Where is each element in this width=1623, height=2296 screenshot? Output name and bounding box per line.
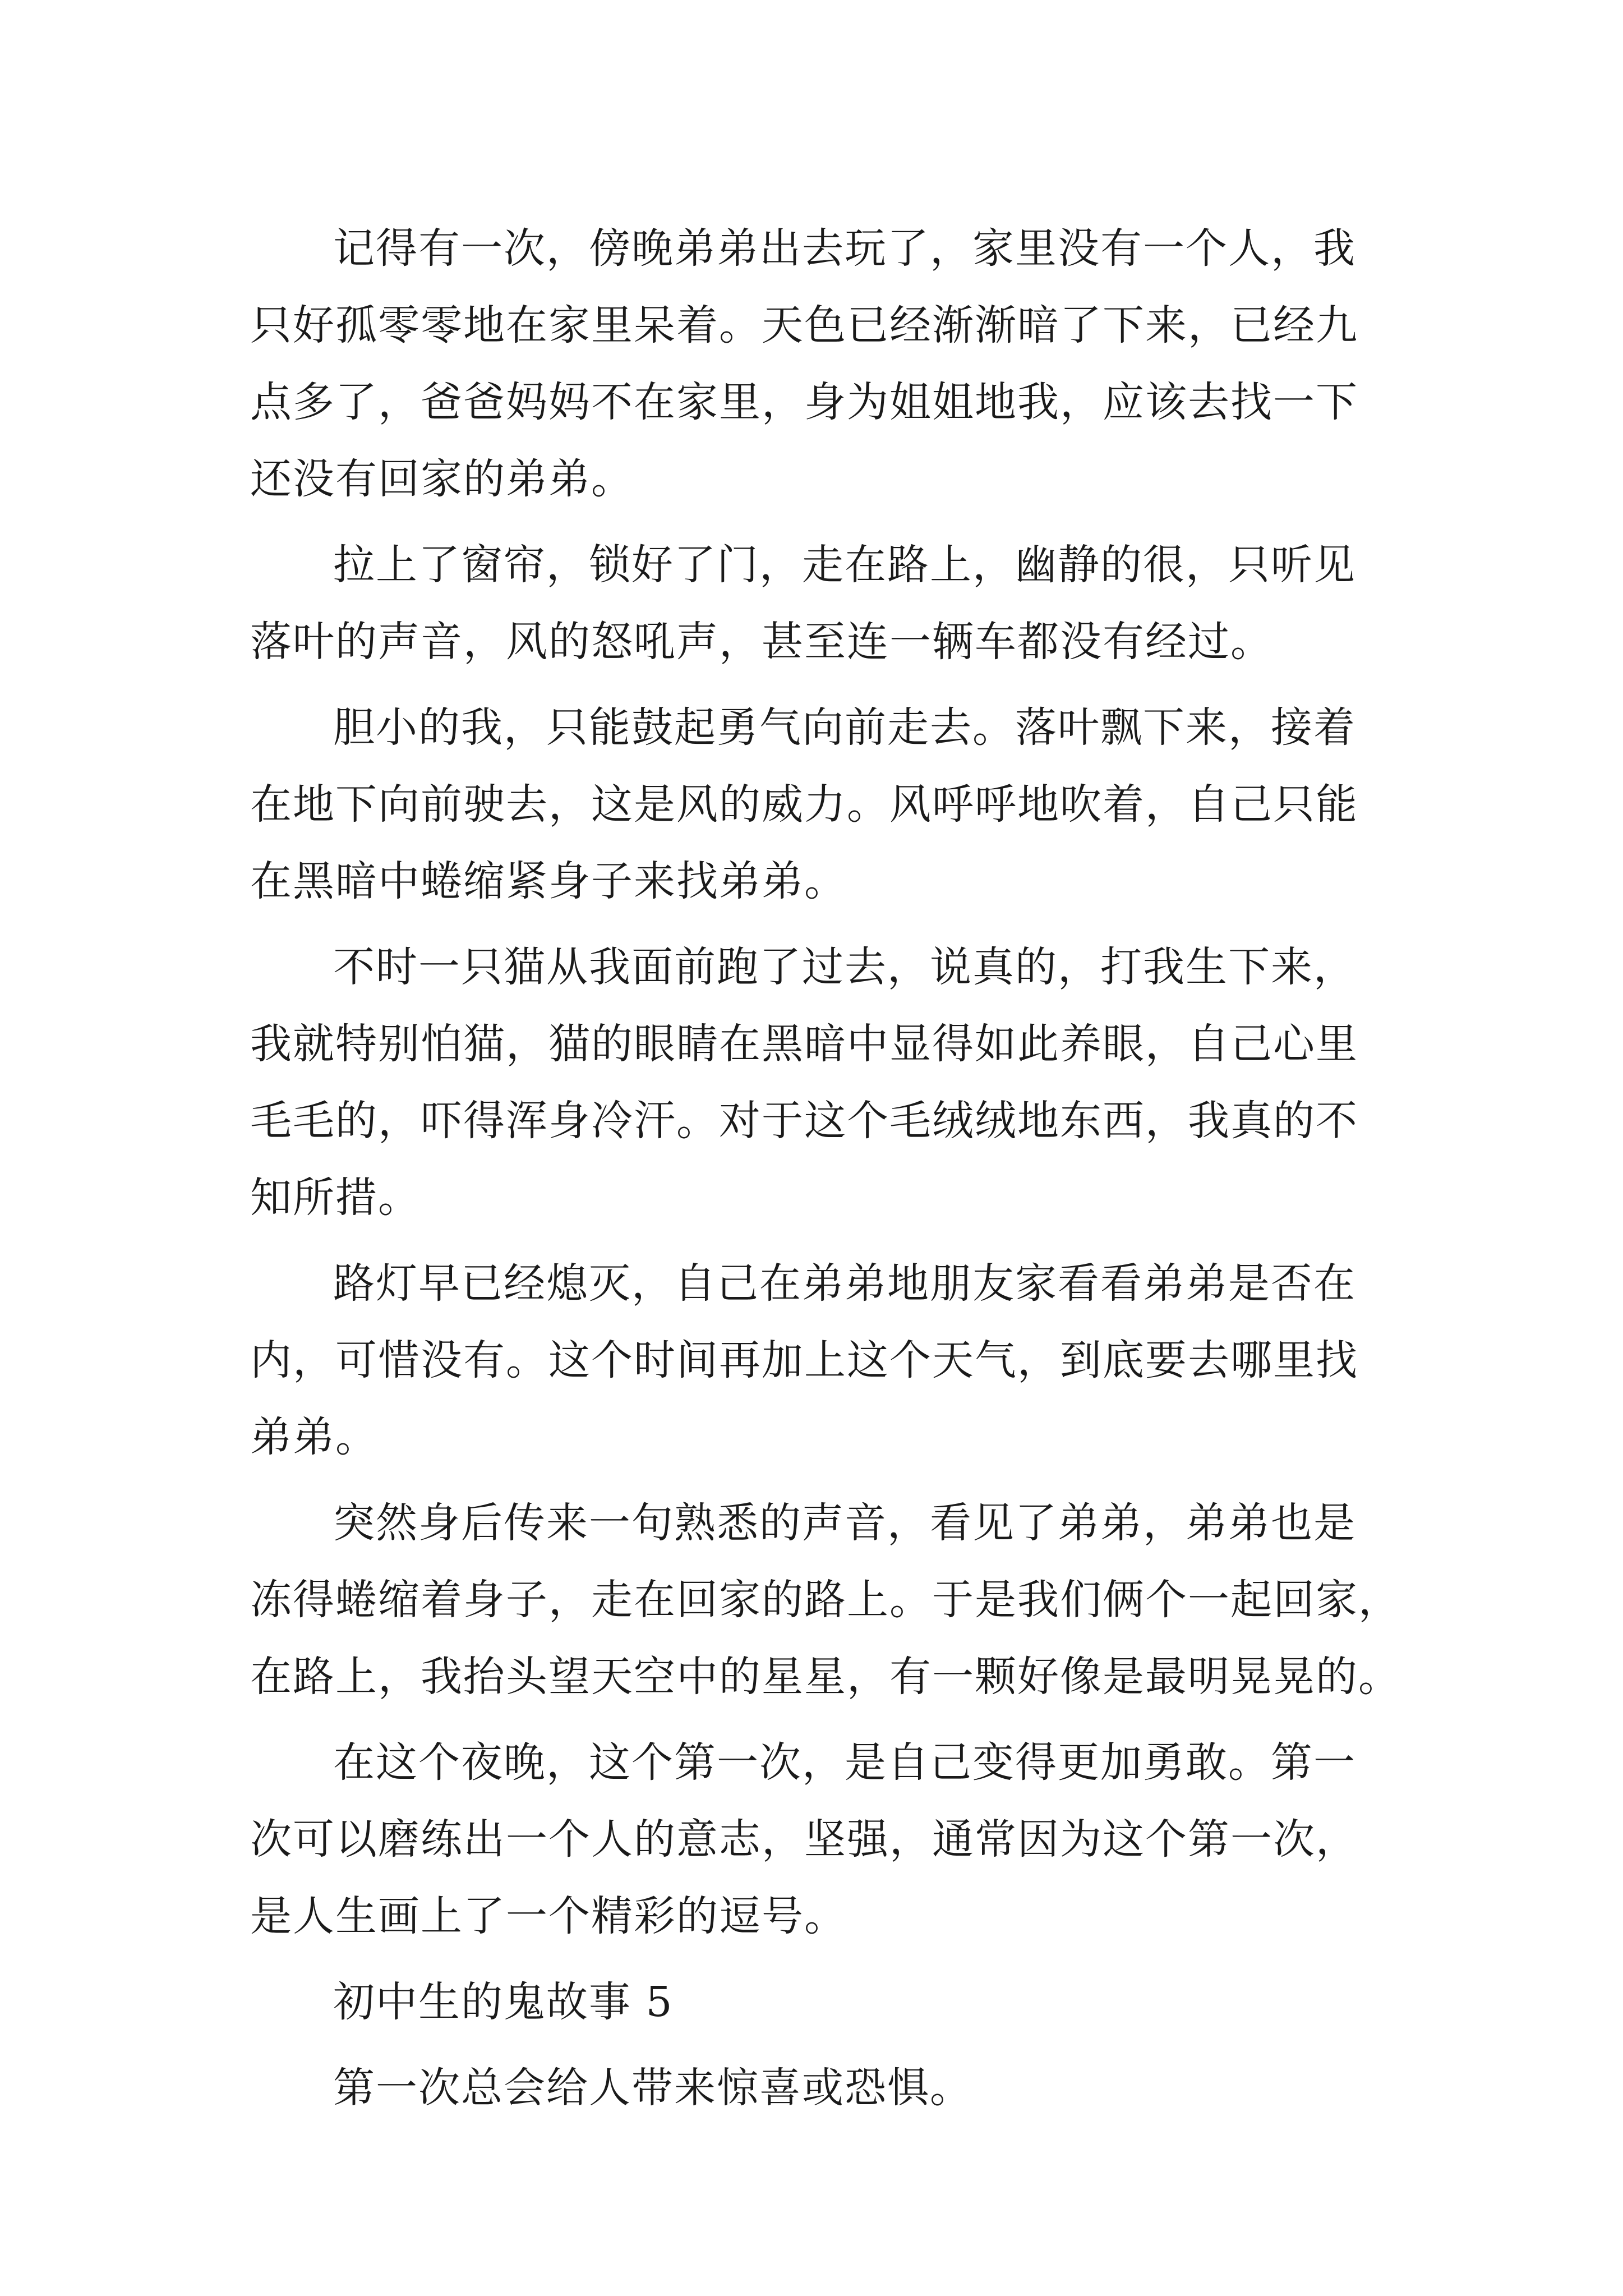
text-line: 突然身后传来一句熟悉的声音，看见了弟弟，弟弟也是: [333, 1499, 1356, 1547]
text-line: 记得有一次，傍晚弟弟出去玩了，家里没有一个人，我: [333, 224, 1356, 273]
text-line: 次可以磨练出一个人的意志，坚强，通常因为这个第一次，: [250, 1815, 1358, 1864]
paragraph: [250, 1245, 1389, 1476]
text-line: 在黑暗中蜷缩紧身子来找弟弟。: [250, 857, 847, 905]
text-line: 第一次总会给人带来惊喜或恐惧。: [333, 2064, 972, 2112]
paragraph: [250, 527, 1389, 680]
text-line: 路灯早已经熄灭，自己在弟弟地朋友家看看弟弟是否在: [333, 1259, 1356, 1308]
text-line: 弟弟。: [250, 1413, 378, 1461]
paragraph: [250, 1964, 1389, 2041]
text-line: 在路上，我抬头望天空中的星星，有一颗好像是最明晃晃的。: [250, 1653, 1401, 1701]
text-line: 毛毛的，吓得浑身冷汗。对于这个毛绒绒地东西，我真的不: [250, 1097, 1358, 1145]
paragraph: [250, 929, 1389, 1236]
text-line: 是人生画上了一个精彩的逗号。: [250, 1892, 847, 1940]
text-line: 胆小的我，只能鼓起勇气向前走去。落叶飘下来，接着: [333, 703, 1356, 752]
paragraph: [250, 689, 1389, 920]
text-line: 我就特别怕猫，猫的眼睛在黑暗中显得如此养眼，自己心里: [250, 1020, 1358, 1068]
paragraph: [250, 1485, 1401, 1715]
paragraph: [250, 2050, 1389, 2127]
text-line: 落叶的声音，风的怒吼声，甚至连一辆车都没有经过。: [250, 618, 1273, 666]
text-line: 冻得蜷缩着身子，走在回家的路上。于是我们俩个一起回家，: [250, 1576, 1401, 1624]
text-line: 点多了，爸爸妈妈不在家里，身为姐姐地我，应该去找一下: [250, 378, 1358, 426]
text-line: 知所措。: [250, 1174, 421, 1222]
text-line: 初中生的鬼故事 5: [333, 1978, 674, 2026]
text-line: 不时一只猫从我面前跑了过去，说真的，打我生下来，: [333, 943, 1356, 991]
paragraph: [250, 210, 1389, 518]
document-body: [250, 210, 1401, 2127]
text-line: 在地下向前驶去，这是风的威力。风呼呼地吹着，自己只能: [250, 780, 1358, 829]
text-line: 内，可惜没有。这个时间再加上这个天气，到底要去哪里找: [250, 1336, 1358, 1384]
paragraph: [250, 1724, 1389, 1955]
text-line: 拉上了窗帘，锁好了门，走在路上，幽静的很，只听见: [333, 541, 1356, 589]
text-line: 只好孤零零地在家里呆着。天色已经渐渐暗了下来，已经九: [250, 301, 1358, 349]
text-line: 在这个夜晚，这个第一次，是自己变得更加勇敢。第一: [333, 1738, 1356, 1787]
text-line: 还没有回家的弟弟。: [250, 455, 634, 503]
